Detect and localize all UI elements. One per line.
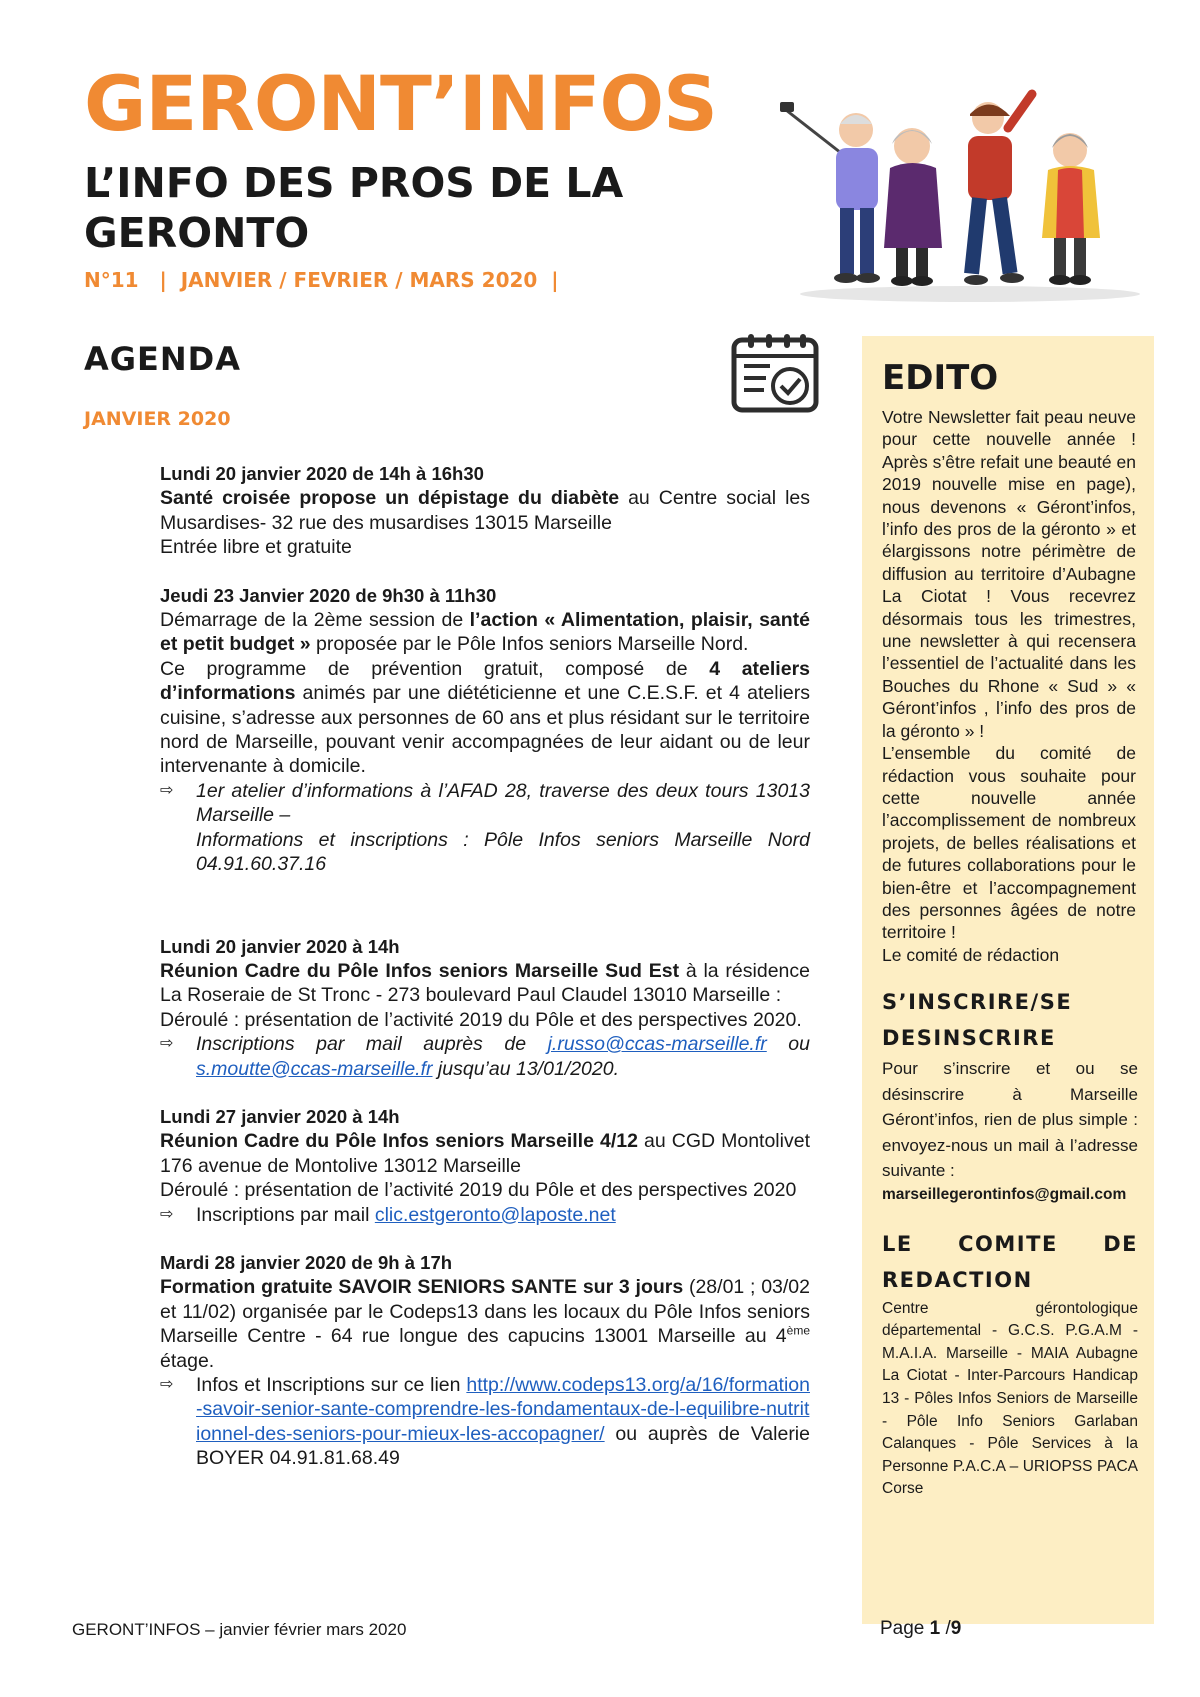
event-bullet: ⇨ Inscriptions par mail clic.estgeronto@laposte.net — [160, 1203, 616, 1226]
comite-heading: LE COMITE DE REDACTION — [882, 1231, 1138, 1292]
email-link[interactable]: j.russo@ccas-marseille.fr — [547, 1033, 767, 1056]
event-description: Formation gratuite SAVOIR SENIORS SANTE sur 3 jours (28/01 ; 03/02 et 11/02) organisée par le Codeps13 dans les locaux du Pôle Infos seniors Marseille Centre - 64 rue longue des capucins 13001 Marseille au 4ème étage. — [160, 1276, 810, 1372]
newsletter-title: GERONT’INFOS — [84, 59, 717, 148]
edito-signature: Le comité de rédaction — [882, 944, 1060, 965]
event-date: Jeudi 23 Janvier 2020 de 9h30 à 11h30 — [160, 584, 497, 606]
event-description: Santé croisée propose un dépistage du diabète au Centre social les Musardises- 32 rue des musardises 13015 Marseille — [160, 487, 810, 534]
email-link[interactable]: clic.estgeronto@laposte.net — [374, 1203, 616, 1226]
event-item — [160, 462, 810, 560]
page-number: Page 1 /9 — [880, 1618, 962, 1639]
edito-wishes: L’ensemble du comité de rédaction vous souhaite pour cette nouvelle année l’accomplissement de nombreux projets, de belles réalisations et de futures collaborations pour le bien-être et l’accompagnement des personnes âgées de notre territoire ! — [882, 743, 1136, 943]
email-link[interactable]: s.moutte@ccas-marseille.fr — [196, 1057, 433, 1080]
calendar-check-icon — [730, 332, 820, 414]
subscribe-heading: S’INSCRIRE/SE DESINSCRIRE — [882, 990, 1073, 1051]
footer-text: GERONT’INFOS – janvier février mars 2020 — [72, 1620, 407, 1639]
sidebar — [862, 336, 1154, 1624]
month-heading: JANVIER 2020 — [84, 408, 231, 430]
event-bullet: ⇨ Inscriptions par mail auprès de j.russo@ccas-marseille.fr ou s.moutte@ccas-marseille.fr jusqu’au 13/01/2020. — [160, 1033, 810, 1080]
issue-line: N°11 | JANVIER / FEVRIER / MARS 2020 | — [84, 268, 559, 292]
agenda-events — [160, 462, 810, 1495]
event-date: Mardi 28 janvier 2020 de 9h à 17h — [160, 1251, 453, 1273]
arrow-right-icon: ⇨ — [160, 781, 174, 799]
event-description: Démarrage de la 2ème session de l’action « Alimentation, plaisir, santé et petit budget » proposée par le Pôle Infos seniors Marseille Nord. — [160, 609, 811, 656]
event-note: Déroulé : présentation de l’activité 2019 du Pôle et des perspectives 2020 — [160, 1179, 797, 1202]
event-description: Réunion Cadre du Pôle Infos seniors Marseille Sud Est à la résidence La Roseraie de St Tronc - 273 boulevard Paul Claudel 13010 Marseille : — [160, 959, 810, 1007]
registration-link[interactable]: http://www.codeps13.org/a/16/formation-savoir-senior-sante-comprendre-les-fondamentaux-de-l-equilibre-nutritionnel-des-seniors-pour-mieux-les-accopagner/ — [196, 1374, 810, 1445]
event-bullet: ⇨ Infos et Inscriptions sur ce lien http://www.codeps13.org/a/16/formation-savoir-senior-sante-comprendre-les-fondamentaux-de-l-equilibre-nutritionnel-des-seniors-pour-mieux-les-accopagner/ ou auprès de Valerie BOYER 04.91.81.68.49 — [160, 1374, 810, 1470]
arrow-right-icon: ⇨ — [160, 1205, 174, 1223]
event-program: Ce programme de prévention gratuit, composé de 4 ateliers d’informations animés par une diététicienne et une C.E.S.F. et 4 ateliers cuisine, s’adresse aux personnes de 60 ans et plus résidant sur le territoire nord de Marseille, pouvant venir accompagnées de leur aidant ou de leur intervenante à domicile. — [160, 657, 811, 778]
comite-text: Centre gérontologique départemental - G.C.S. P.G.A.M - M.A.I.A. Marseille - MAIA Aubagne La Ciotat - Inter-Parcours Handicap 13 - Pôles Infos Seniors de Marseille - Pôle Info Seniors Garlaban Calanques - Pôle Services à la Personne P.A.C.A – URIOPSS PACA Corse — [882, 1299, 1138, 1498]
event-date: Lundi 27 janvier 2020 à 14h — [160, 1105, 400, 1127]
event-title: Santé croisée propose un dépistage du diabète — [160, 487, 620, 510]
event-title: Réunion Cadre du Pôle Infos seniors Marseille 4/12 — [160, 1130, 638, 1153]
event-date: Lundi 20 janvier 2020 de 14h à 16h30 — [160, 463, 484, 484]
arrow-right-icon: ⇨ — [160, 1035, 174, 1053]
arrow-right-icon: ⇨ — [160, 1376, 174, 1393]
edito-text: Votre Newsletter fait peau neuve pour cette nouvelle année ! Après s’être refait une beauté en 2019 nouvelle mise en page), nous devenons « Géront’infos, l’info des pros de la géronto » et élargissons notre périmètre de diffusion au territoire d’Aubagne La Ciotat ! Vous recevrez désormais tous les trimestres, une newsletter à qui recensera l’essentiel de l’actualité dans les Bouches du Rhone « Sud » « Géront’infos , l’info des pros de la géronto » ! — [882, 407, 1136, 741]
event-date: Lundi 20 janvier 2020 à 14h — [160, 935, 400, 957]
event-note: Entrée libre et gratuite — [160, 536, 352, 559]
event-item — [160, 935, 810, 1081]
seniors-selfie-illustration — [780, 88, 1140, 308]
subscribe-text: Pour s’inscrire et ou se désinscrire à Marseille Géront’infos, rien de plus simple : envoyez-nous un mail à l’adresse suivante : — [882, 1059, 1138, 1181]
event-item — [160, 1251, 810, 1471]
event-note: Déroulé : présentation de l’activité 2019 du Pôle et des perspectives 2020. — [160, 1008, 802, 1031]
event-item — [160, 1105, 810, 1227]
event-description: Réunion Cadre du Pôle Infos seniors Marseille 4/12 au CGD Montolivet 176 avenue de Montolive 13012 Marseille — [160, 1130, 810, 1177]
event-title: Formation gratuite SAVOIR SENIORS SANTE sur 3 jours — [160, 1276, 684, 1299]
event-title: Réunion Cadre du Pôle Infos seniors Marseille Sud Est — [160, 959, 680, 982]
subscribe-email[interactable]: marseillegerontinfos@gmail.com — [882, 1185, 1127, 1203]
edito-heading: EDITO — [882, 358, 999, 398]
agenda-heading: AGENDA — [84, 340, 241, 378]
event-bullet: ⇨ 1er atelier d’informations à l’AFAD 28, traverse des deux tours 13013 Marseille – Informations et inscriptions : Pôle Infos seniors Marseille Nord 04.91.60.37.16 — [160, 779, 810, 876]
newsletter-subtitle: L’INFO DES PROS DE LA GERONTO — [84, 159, 624, 257]
event-item — [160, 584, 810, 877]
